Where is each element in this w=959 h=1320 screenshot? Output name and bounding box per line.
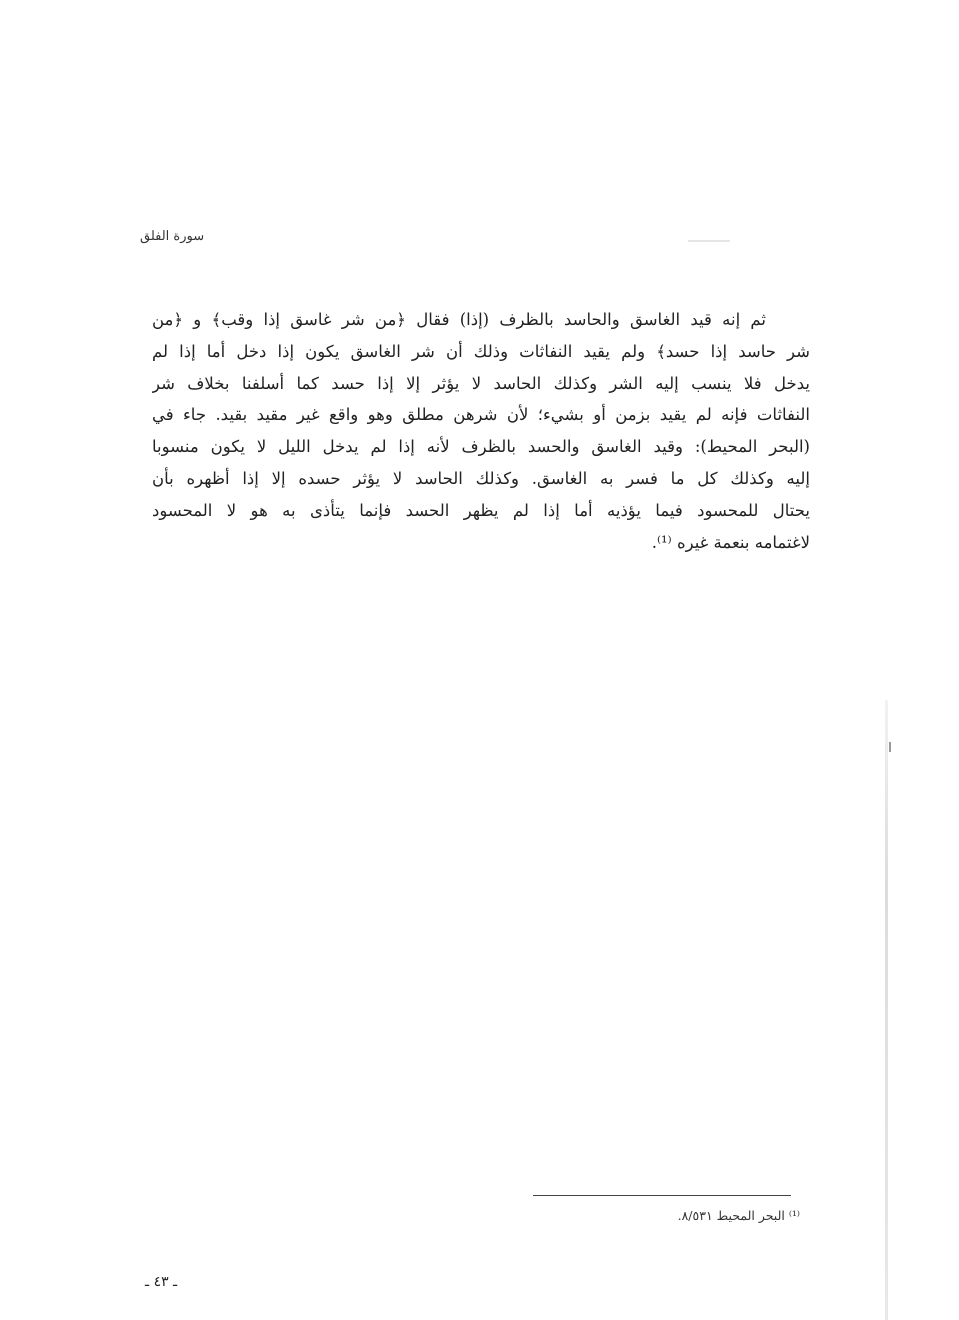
footnote: ⁽¹⁾ البحر المحيط ٨/٥٣١. <box>677 1208 800 1223</box>
paragraph-line: إليه وكذلك كل ما فسر به الغاسق. وكذلك الحاسد لا يؤثر حسده إلا إذا أظهره بأن <box>152 468 810 488</box>
paragraph-line: شر حاسد إذا حسد﴾ ولم يقيد النفاثات وذلك أن شر الغاسق يكون إذا دخل أما إذا لم <box>152 341 810 361</box>
paragraph-line: يحتال للمحسود فيما يؤذيه أما إذا لم يظهر الحسد فإنما يتأذى به هو لا المحسود <box>152 500 810 520</box>
paragraph-line: يدخل فلا ينسب إليه الشر وكذلك الحاسد لا يؤثر إلا إذا حسد كما أسلفنا بخلاف شر <box>152 373 810 393</box>
paragraph-line: ثم إنه قيد الغاسق والحاسد بالظرف (إذا) فقال ﴿من شر غاسق إذا وقب﴾ و ﴿من <box>152 310 766 329</box>
footnote-divider <box>533 1195 791 1196</box>
page-number: ـ ٤٣ ـ <box>145 1274 178 1290</box>
running-head-title: سورة الفلق <box>140 229 205 244</box>
paragraph-line: (البحر المحيط): وقيد الغاسق والحسد بالظرف لأنه إذا لم يدخل الليل لا يكون منسوبا <box>152 437 810 457</box>
scan-artifact <box>889 742 891 752</box>
body-paragraph <box>152 304 810 558</box>
scan-artifact <box>688 240 730 242</box>
paragraph-line: لاغتمامه بنعمة غيره ⁽¹⁾. <box>651 532 810 552</box>
paragraph-line: النفاثات فإنه لم يقيد بزمن أو بشيء؛ لأن شرهن مطلق وهو واقع غير مقيد بقيد. جاء في <box>152 405 810 425</box>
scan-edge-shadow <box>885 700 888 1320</box>
